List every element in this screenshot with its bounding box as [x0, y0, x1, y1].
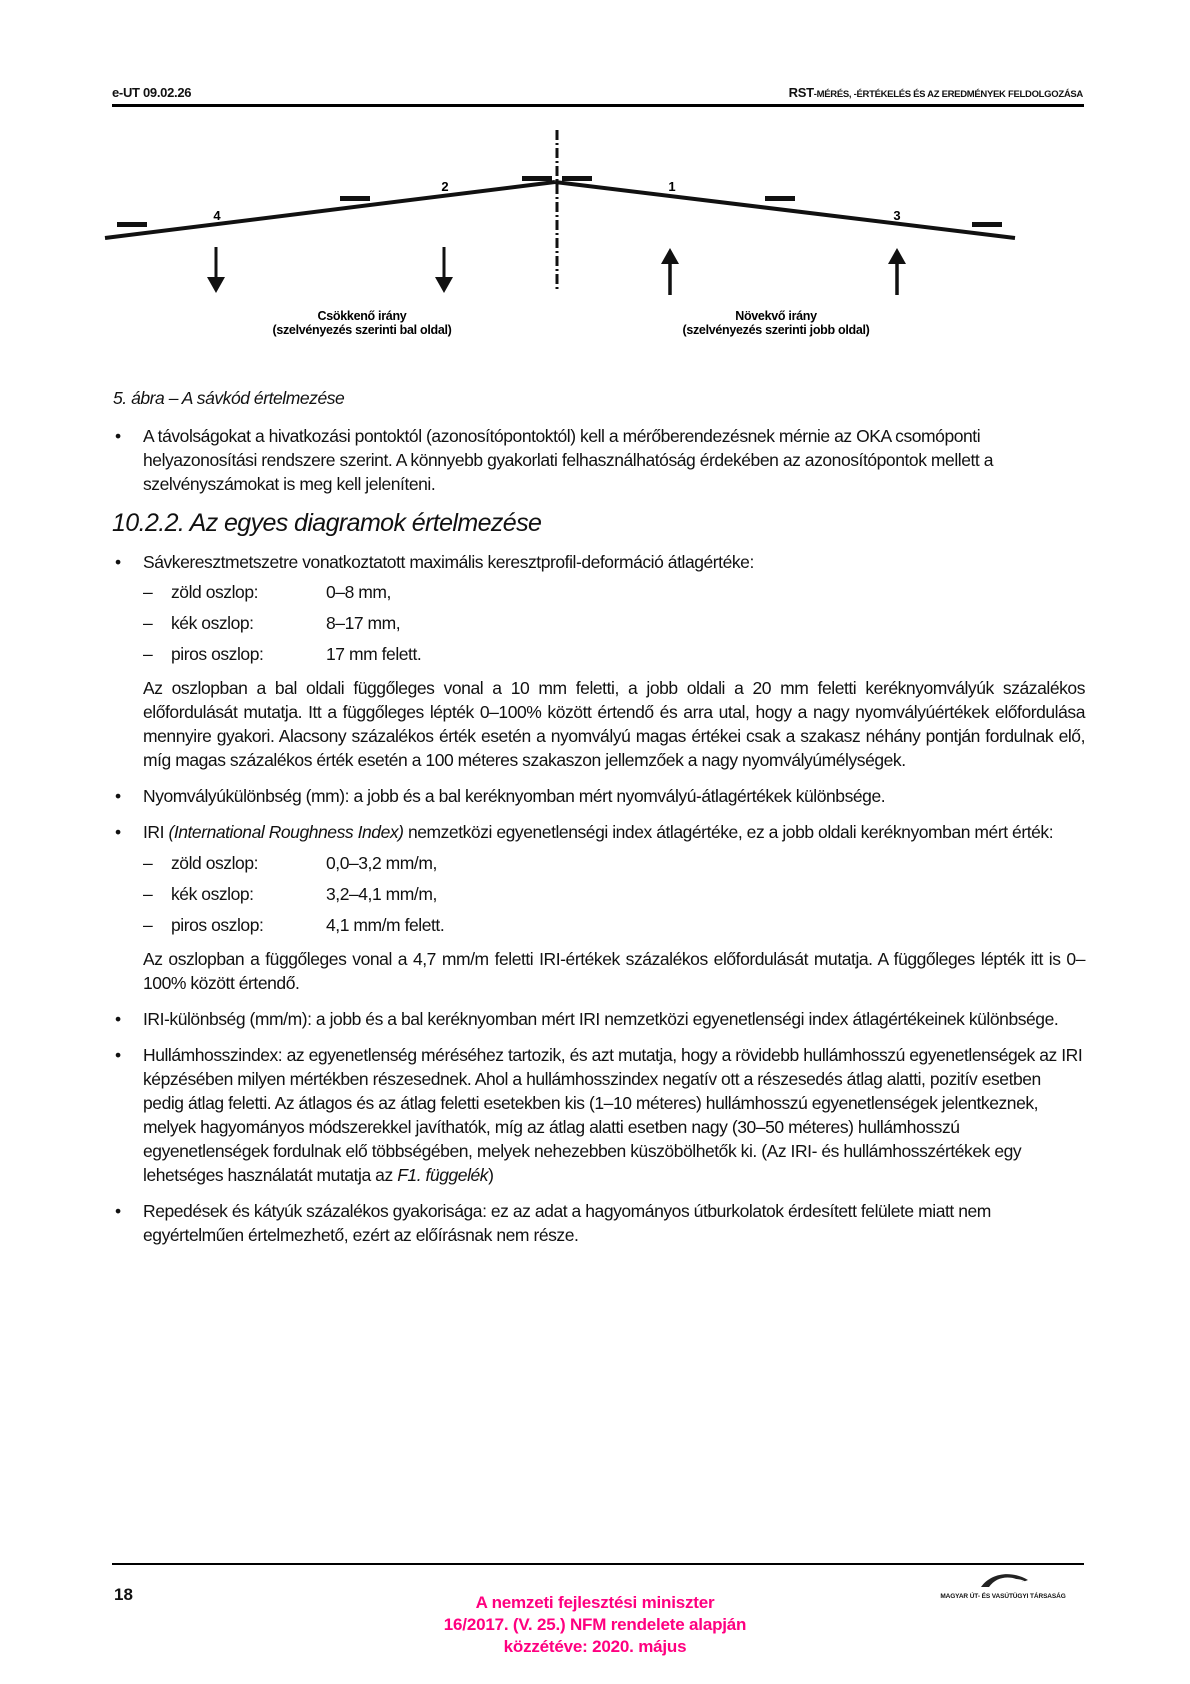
wavelength-text: Hullámhosszindex: az egyenetlenség méréséhez tartozik, és azt mutatja, hogy a rövidebb hullámhosszú egyenetlenségek az IRI képzésében milyen mértékben részesednek. Ahol a hullámhosszindex negatív ott a részesedés átlag alatti, pozitív esetben pedig átlag feletti. Az átlagos és az átlag feletti esetekben kis (1–10 méteres) hullámhosszú egyenetlenségek jelentkeznek, melyek hagyományos módszerekkel javíthatók, míg az átlag alatti esetben nagy (30–50 méteres) hullámhosszú egyenetlenségek fordulnak elő többségében, melyek nehezebben küszöbölhetők ki. (Az IRI- és hullámhosszértékek egy lehetséges használatát mutatja az [143, 1045, 1083, 1185]
bullet-deformation [113, 550, 1085, 574]
iri-rest: nemzetközi egyenetlenségi index átlagértéke, ez a jobb oldali keréknyomban mért érték: [403, 822, 1054, 842]
deformation-item: – zöld oszlop: 0–8 mm, [143, 582, 391, 602]
header-rule [112, 104, 1084, 107]
item-label: kék oszlop: [171, 613, 254, 633]
wavelength-end: ) [488, 1165, 494, 1185]
lane-edge-marker [340, 196, 370, 201]
item-value: 17 mm felett. [326, 644, 422, 664]
publisher-logo [918, 1570, 1088, 1610]
bullet-cracks: • Repedések és kátyúk százalékos gyakorisága: ez az adat a hagyományos útburkolatok érdesített felülete miatt nem egyértelműen értelmezhető, ezért az előírásnak nem része. [113, 1199, 1085, 1247]
lane-label-4: 4 [213, 208, 221, 223]
item-label: zöld oszlop: [171, 853, 259, 873]
bullet-reference-points: • A távolságokat a hivatkozási pontoktól (azonosítópontoktól) kell a mérőberendezésnek mérnie az OKA csomóponti helyazonosítási rendszere szerint. A könnyebb gyakorlati felhasználhatóság érdekében az azonosítópontok mellett a szelvényszámokat is meg kell jeleníteni. [113, 424, 1085, 496]
left-direction-title: Csökkenő irány [317, 309, 407, 323]
deformation-item: – kék oszlop: 8–17 mm, [143, 613, 401, 633]
footer-rule [112, 1563, 1084, 1565]
deformation-intro: Sávkeresztmetszetre vonatkoztatott maximális keresztprofil-deformáció átlagértéke: [143, 552, 754, 572]
lane-label-1: 1 [668, 179, 676, 194]
page-content [113, 386, 1085, 1259]
item-value: 0–8 mm, [326, 582, 391, 602]
bullet-wavelength [113, 1043, 1085, 1187]
road-arc-logo-icon [973, 1570, 1033, 1588]
lane-edge-marker [117, 222, 147, 227]
page-number: 18 [114, 1585, 133, 1604]
deformation-item: – piros oszlop: 17 mm felett. [143, 644, 422, 664]
arrow-up-icon [661, 248, 679, 295]
right-direction-subtitle: (szelvényezés szerinti jobb oldal) [682, 323, 870, 337]
right-direction-title: Növekvő irány [735, 309, 817, 323]
bullet-iri [113, 820, 1085, 844]
arrow-up-icon [888, 248, 906, 295]
figure-caption: 5. ábra – A sávkód értelmezése [113, 388, 345, 408]
item-label: piros oszlop: [171, 644, 264, 664]
road-profile-left [105, 182, 555, 238]
lane-edge-marker [522, 176, 552, 181]
publication-note-line: közzétéve: 2020. május [503, 1637, 687, 1656]
bullet-iri-difference: • IRI-különbség (mm/m): a jobb és a bal keréknyomban mért IRI nemzetközi egyenetlenségi index átlagértékeinek különbsége. [113, 1007, 1085, 1031]
appendix-reference: F1. függelék [397, 1165, 489, 1185]
bullet-rut-difference: • Nyomvályúkülönbség (mm): a jobb és a bal keréknyomban mért nyomvályú-átlagértékek különbsége. [113, 784, 1085, 808]
logo-text: MAGYAR ÚT- ÉS VASÚTÜGYI TÁRSASÁG [940, 1593, 1066, 1600]
item-value: 8–17 mm, [326, 613, 401, 633]
iri-italic: (International Roughness Index) [168, 822, 404, 842]
item-label: kék oszlop: [171, 884, 254, 904]
lane-edge-marker [972, 222, 1002, 227]
iri-paragraph: Az oszlopban a függőleges vonal a 4,7 mm/m feletti IRI-értékek százalékos előfordulását mutatja. A függőleges lépték itt is 0–100% között értendő. [143, 949, 1085, 993]
item-value: 4,1 mm/m felett. [326, 915, 445, 935]
arrow-down-icon [435, 247, 453, 293]
header-title-rest: -MÉRÉS, -ÉRTÉKELÉS ÉS AZ EREDMÉNYEK FELDOLGOZÁSA [813, 89, 1083, 100]
item-label: piros oszlop: [171, 915, 264, 935]
iri-item: – piros oszlop: 4,1 mm/m felett. [143, 915, 445, 935]
item-value: 3,2–4,1 mm/m, [326, 884, 437, 904]
deformation-paragraph: Az oszlopban a bal oldali függőleges vonal a 10 mm feletti, a jobb oldali a 20 mm feletti keréknyomvályúk százalékos előfordulását mutatja. Itt a függőleges lépték 0–100% között értendő és arra utal, hogy a nagy nyomvályúértékek előfordulása mennyire gyakori. Alacsony százalékos érték esetén a nyomvályú magas értékei csak a szakasz néhány pontján fordulnak elő, míg magas százalékos érték esetén a 100 méteres szakaszon jellemzőek a nagy nyomvályúmélységek. [143, 678, 1085, 770]
lane-label-3: 3 [893, 208, 901, 223]
header-doc-code: e-UT 09.02.26 [112, 85, 192, 100]
lane-edge-marker [562, 176, 592, 181]
publication-note-line: 16/2017. (V. 25.) NFM rendelete alapján [443, 1615, 747, 1634]
lane-label-2: 2 [441, 179, 449, 194]
road-profile-right [555, 182, 1015, 238]
lane-code-diagram [100, 130, 1020, 345]
publication-note-line: A nemzeti fejlesztési miniszter [475, 1593, 715, 1612]
header-title-prefix: RST [788, 85, 814, 100]
item-value: 0,0–3,2 mm/m, [326, 853, 437, 873]
arrow-down-icon [207, 247, 225, 293]
lane-edge-marker [765, 196, 795, 201]
iri-item: – zöld oszlop: 0,0–3,2 mm/m, [143, 853, 437, 873]
iri-item: – kék oszlop: 3,2–4,1 mm/m, [143, 884, 437, 904]
section-heading: 10.2.2. Az egyes diagramok értelmezése [112, 509, 542, 537]
left-direction-subtitle: (szelvényezés szerinti bal oldal) [272, 323, 452, 337]
item-label: zöld oszlop: [171, 582, 259, 602]
iri-prefix: IRI [143, 822, 169, 842]
header-title [789, 85, 1083, 100]
